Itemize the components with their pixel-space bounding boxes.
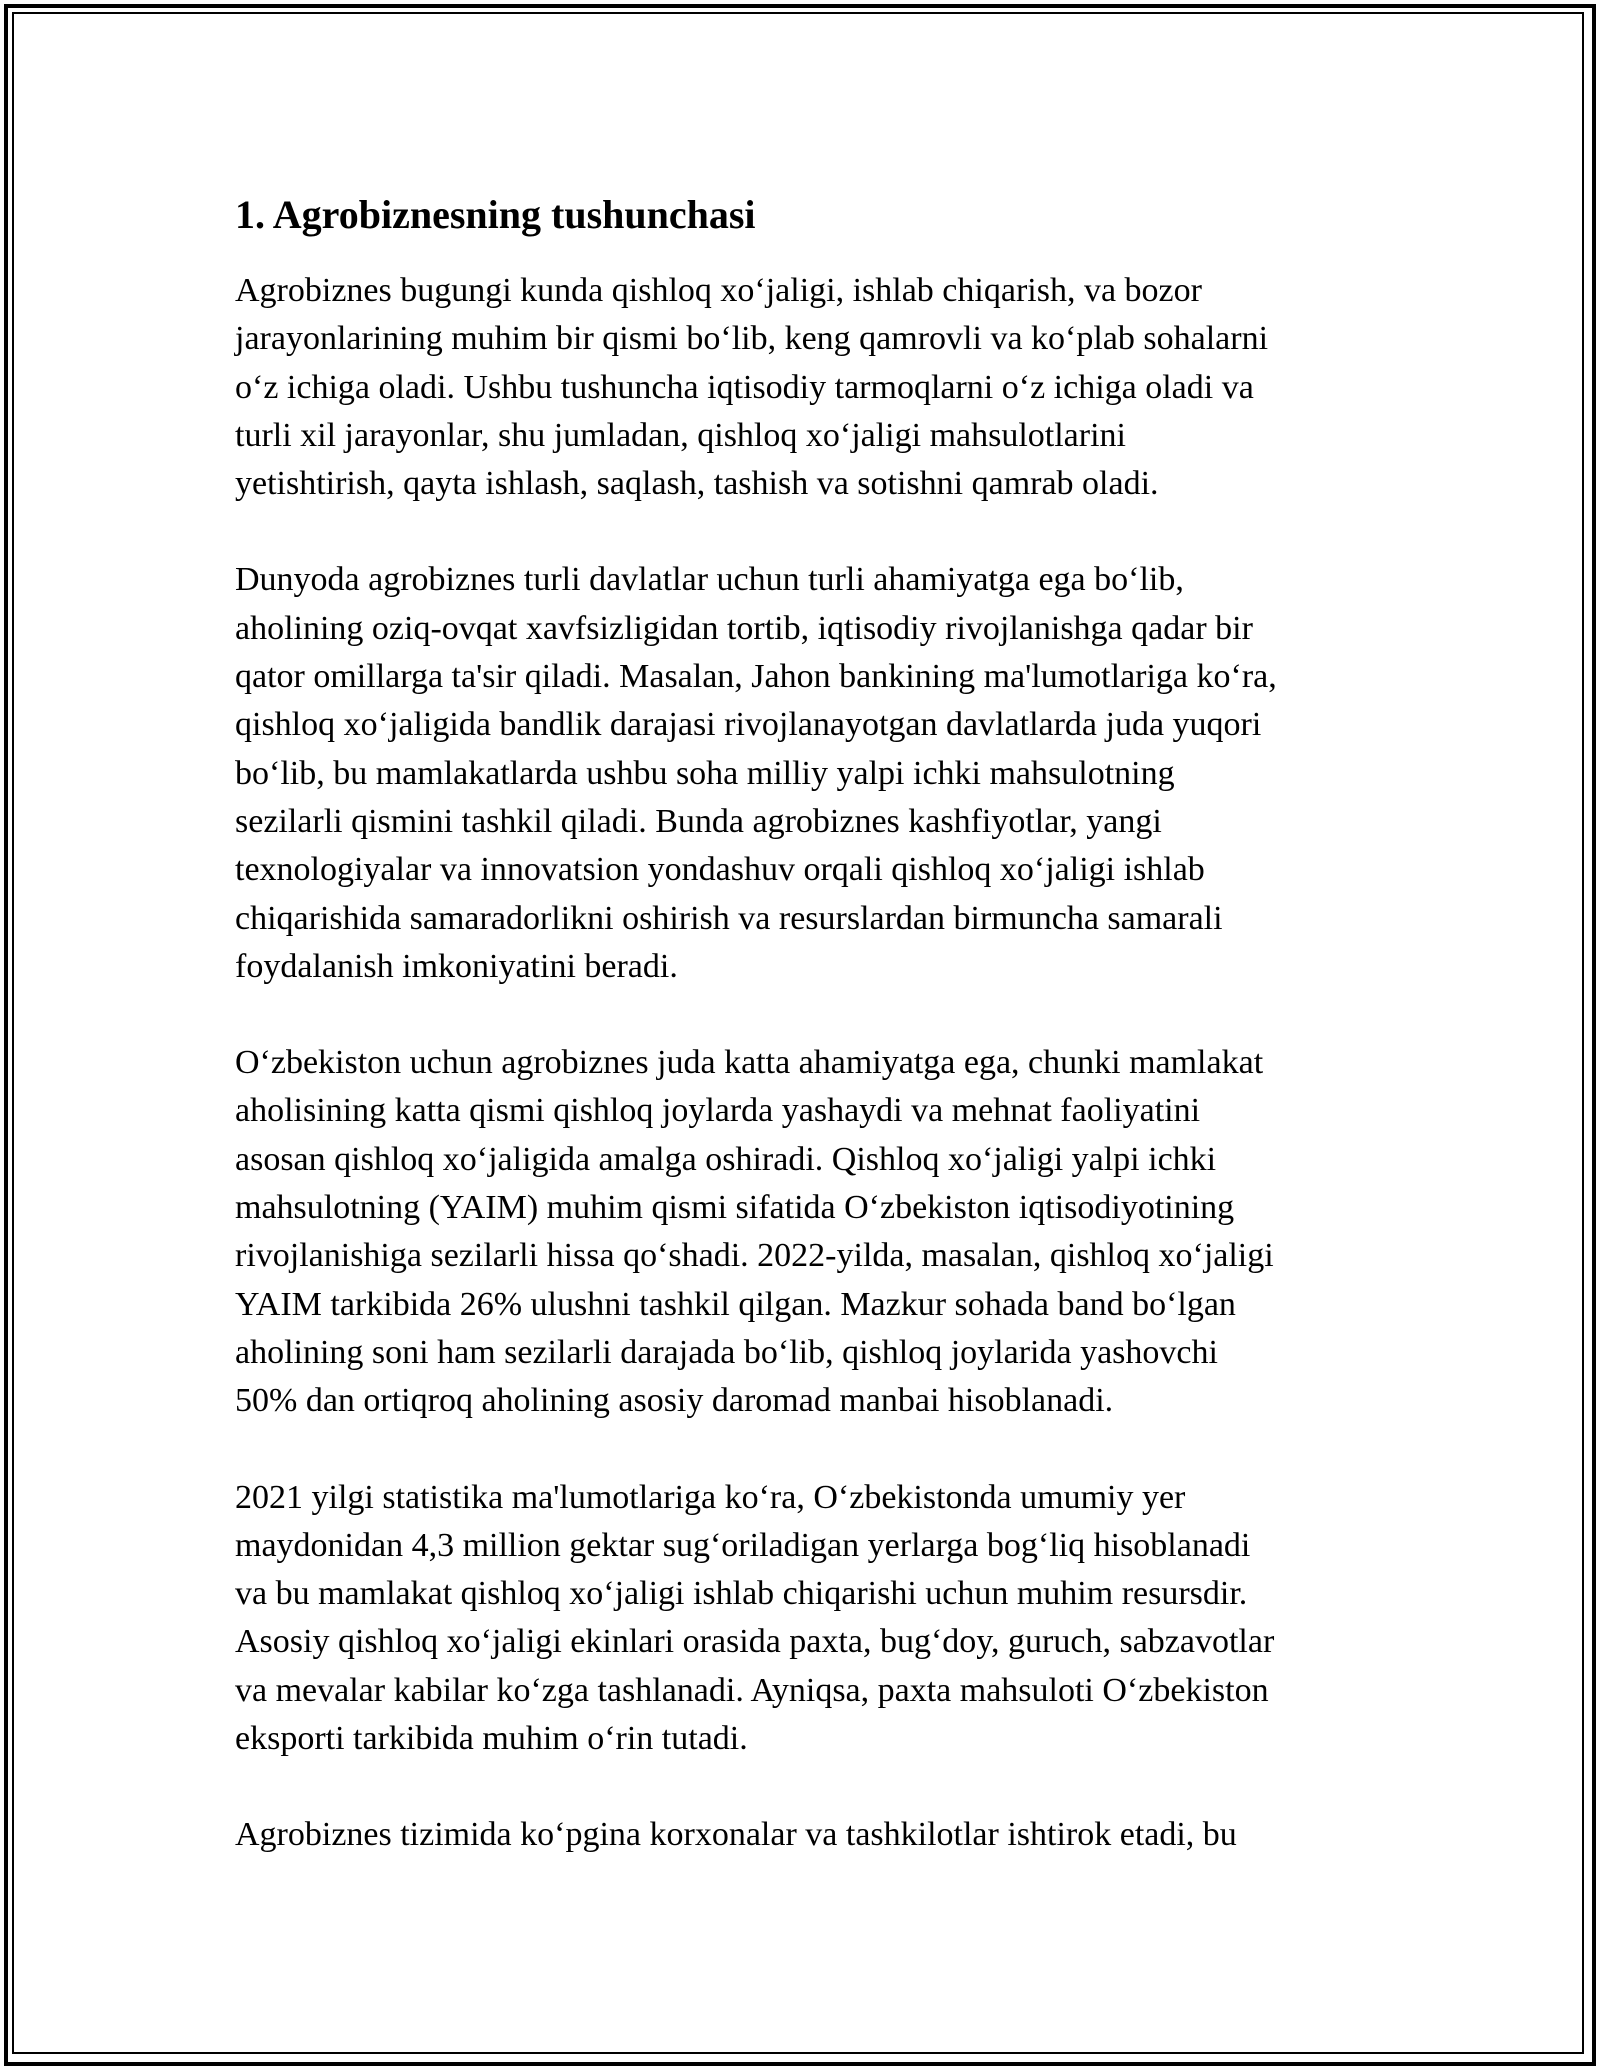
text-line: rivojlanishiga sezilarli hissa qoʻshadi. 2022-yilda, masalan, qishloq xoʻjaligi — [235, 1237, 1274, 1275]
text-line: jarayonlarining muhim bir qismi boʻlib, keng qamrovli va koʻplab sohalarni — [235, 320, 1269, 358]
text-line: Asosiy qishloq xoʻjaligi ekinlari orasida paxta, bugʻdoy, guruch, sabzavotlar — [235, 1623, 1275, 1661]
paragraph — [235, 556, 1365, 991]
text-line: oʻz ichiga oladi. Ushbu tushuncha iqtisodiy tarmoqlarni oʻz ichiga oladi va — [235, 368, 1254, 406]
text-line: 2021 yilgi statistika ma'lumotlariga koʻra, Oʻzbekistonda umumiy yer — [235, 1478, 1186, 1516]
text-line: YAIM tarkibida 26% ulushni tashkil qilgan. Mazkur sohada band boʻlgan — [235, 1285, 1236, 1323]
text-line: qishloq xoʻjaligida bandlik darajasi rivojlanayotgan davlatlarda juda yuqori — [235, 706, 1262, 744]
text-line: eksporti tarkibida muhim oʻrin tutadi. — [235, 1720, 748, 1758]
text-line: aholining soni ham sezilarli darajada boʻlib, qishloq joylarida yashovchi — [235, 1333, 1218, 1371]
paragraph-list — [235, 267, 1365, 1860]
text-line: turli xil jarayonlar, shu jumladan, qishloq xoʻjaligi mahsulotlarini — [235, 416, 1126, 454]
text-line: maydonidan 4,3 million gektar sugʻoriladigan yerlarga bogʻliq hisoblanadi — [235, 1526, 1251, 1564]
text-line: sezilarli qismini tashkil qiladi. Bunda agrobiznes kashfiyotlar, yangi — [235, 802, 1162, 840]
text-line: mahsulotning (YAIM) muhim qismi sifatida Oʻzbekiston iqtisodiyotining — [235, 1189, 1235, 1227]
text-line: yetishtirish, qayta ishlash, saqlash, tashish va sotishni qamrab oladi. — [235, 465, 1159, 503]
text-line: chiqarishida samaradorlikni oshirish va resurslardan birmuncha samarali — [235, 899, 1223, 937]
text-line: va bu mamlakat qishloq xoʻjaligi ishlab chiqarishi uchun muhim resursdir. — [235, 1575, 1248, 1613]
text-line: 50% dan ortiqroq aholining asosiy daromad manbai hisoblanadi. — [235, 1382, 1114, 1420]
text-line: Dunyoda agrobiznes turli davlatlar uchun turli ahamiyatga ega boʻlib, — [235, 561, 1184, 599]
paragraph — [235, 1811, 1365, 1859]
text-line: foydalanish imkoniyatini beradi. — [235, 947, 678, 985]
text-line: qator omillarga ta'sir qiladi. Masalan, Jahon bankining ma'lumotlariga koʻra, — [235, 658, 1277, 696]
text-line: Agrobiznes tizimida koʻpgina korxonalar va tashkilotlar ishtirok etadi, bu — [235, 1816, 1237, 1854]
section-heading: 1. Agrobiznesning tushunchasi — [235, 192, 756, 237]
text-line: va mevalar kabilar koʻzga tashlanadi. Ayniqsa, paxta mahsuloti Oʻzbekiston — [235, 1671, 1269, 1709]
text-line: Agrobiznes bugungi kunda qishloq xoʻjaligi, ishlab chiqarish, va bozor — [235, 272, 1202, 309]
paragraph — [235, 267, 1365, 508]
text-line: aholisining katta qismi qishloq joylarda yashaydi va mehnat faoliyatini — [235, 1092, 1201, 1130]
text-line: Oʻzbekiston uchun agrobiznes juda katta ahamiyatga ega, chunki mamlakat — [235, 1044, 1264, 1082]
text-line: texnologiyalar va innovatsion yondashuv orqali qishloq xoʻjaligi ishlab — [235, 851, 1205, 889]
text-line: aholining oziq-ovqat xavfsizligidan tortib, iqtisodiy rivojlanishga qadar bir — [235, 609, 1253, 647]
document-body — [235, 185, 1365, 1908]
paragraph — [235, 1474, 1365, 1764]
text-line: asosan qishloq xoʻjaligida amalga oshiradi. Qishloq xoʻjaligi yalpi ichki — [235, 1140, 1217, 1178]
paragraph — [235, 1039, 1365, 1425]
text-line: boʻlib, bu mamlakatlarda ushbu soha milliy yalpi ichki mahsulotning — [235, 754, 1175, 792]
